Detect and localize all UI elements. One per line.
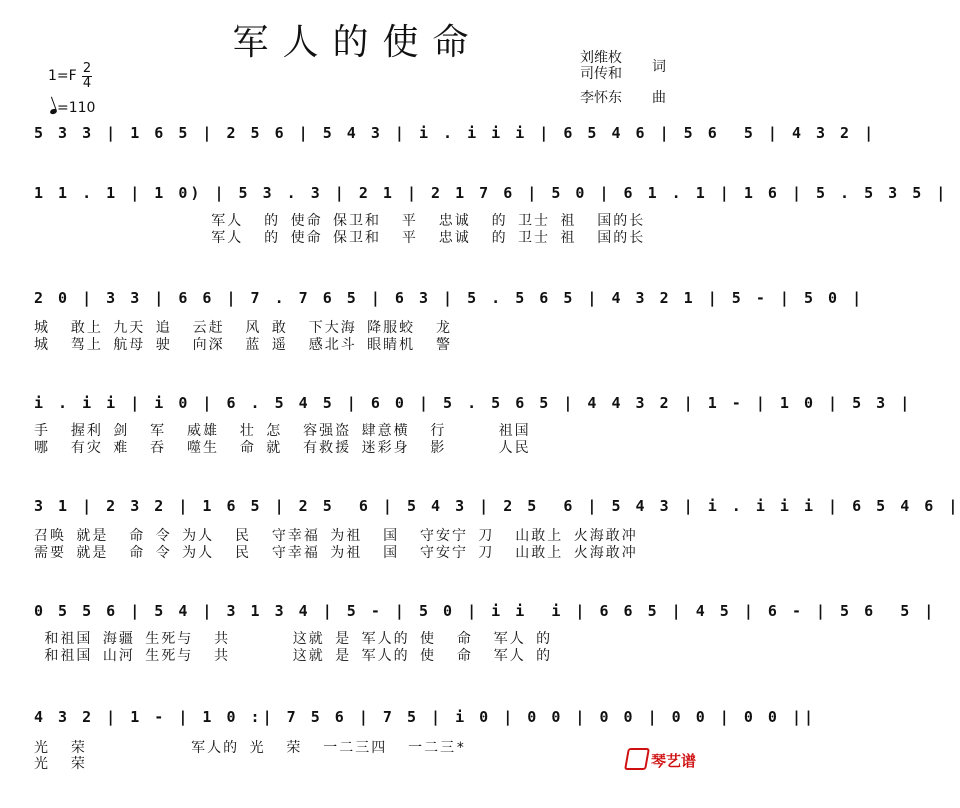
lyrics-verse-1: 光 荣 军人的 光 荣 一二三四 一二三* xyxy=(34,740,467,756)
lyrics-verse-1: 和祖国 海疆 生死与 共 这就 是 军人的 使 命 军人 的 xyxy=(34,631,553,647)
notation-line: 3 1 | 2 3 2 | 1 6 5 | 2 5 6 | 5 4 3 | 2 5 6 | 5 4 3 | i . i i i | 6 5 4 6 | xyxy=(34,497,960,515)
time-signature-bottom: 4 xyxy=(82,76,92,91)
notation-line: 2 0 | 3 3 | 6 6 | 7 . 7 6 5 | 6 3 | 5 . 5 6 5 | 4 3 2 1 | 5 - | 5 0 | xyxy=(34,289,865,307)
score-system-4 xyxy=(34,394,913,494)
lyrics-verse-2: 城 驾上 航母 驶 向深 蓝 遥 感北斗 眼睛机 警 xyxy=(34,337,453,353)
score-system-6 xyxy=(34,602,937,702)
lyrics-verse-2: 哪 有灾 难 吞 噬生 命 就 有救援 迷彩身 影 人民 xyxy=(34,440,531,456)
notation-line: 1 1 . 1 | 1 0) | 5 3 . 3 | 2 1 | 2 1 7 6 | 5 0 | 6 1 . 1 | 1 6 | 5 . 5 3 5 | xyxy=(34,184,949,202)
tempo-value: =110 xyxy=(57,100,96,116)
time-signature xyxy=(82,62,92,91)
lyrics-verse-2: 需要 就是 命 令 为人 民 守幸福 为祖 国 守安宁 刀 山敢上 火海敢冲 xyxy=(34,545,638,561)
lyrics-verse-1: 城 敢上 九天 追 云赶 风 敢 下大海 降服蛟 龙 xyxy=(34,320,453,336)
logo-icon xyxy=(624,748,650,770)
lyricist-1: 刘维枚 xyxy=(580,50,622,66)
time-signature-top: 2 xyxy=(82,61,92,76)
page-title: 军人的使命 xyxy=(232,22,483,63)
watermark-logo xyxy=(626,748,696,771)
score-system-5 xyxy=(34,497,960,597)
score-system-3 xyxy=(34,289,865,389)
lyricist-2: 司传和 xyxy=(580,66,622,82)
watermark-text: 琴艺谱 xyxy=(651,752,697,770)
lyricist-role: 词 xyxy=(652,59,666,75)
notation-line: 0 5 5 6 | 5 4 | 3 1 3 4 | 5 - | 5 0 | i i i | 6 6 5 | 4 5 | 6 - | 5 6 5 | xyxy=(34,602,937,620)
lyrics-verse-2: 和祖国 山河 生死与 共 这就 是 军人的 使 命 军人 的 xyxy=(34,648,553,664)
notation-line: 4 3 2 | 1 - | 1 0 :| 7 5 6 | 7 5 | i 0 | 0 0 | 0 0 | 0 0 | 0 0 || xyxy=(34,708,816,726)
lyrics-verse-1: 召唤 就是 命 令 为人 民 守幸福 为祖 国 守安宁 刀 山敢上 火海敢冲 xyxy=(34,528,638,544)
key-signature: 1=F xyxy=(48,68,77,84)
notation-line: i . i i | i 0 | 6 . 5 4 5 | 6 0 | 5 . 5 6 5 | 4 4 3 2 | 1 - | 1 0 | 5 3 | xyxy=(34,394,913,412)
lyrics-verse-2: 光 荣 xyxy=(34,756,87,772)
lyrics-verse-1: 手 握利 剑 军 威雄 壮 怎 容强盗 肆意横 行 祖国 xyxy=(34,423,531,439)
credits xyxy=(580,50,690,110)
tempo-marking xyxy=(50,100,95,116)
score-system-2 xyxy=(34,184,949,284)
score-system-7 xyxy=(34,708,816,808)
composer: 李怀东 xyxy=(580,90,622,106)
composer-role: 曲 xyxy=(652,90,666,106)
notation-line: 5 3 3 | 1 6 5 | 2 5 6 | 5 4 3 | i . i i i | 6 5 4 6 | 5 6 5 | 4 3 2 | xyxy=(34,124,877,142)
lyrics-verse-2: 军人 的 使命 保卫和 平 忠诚 的 卫士 祖 国的长 xyxy=(34,230,646,246)
lyrics-verse-1: 军人 的 使命 保卫和 平 忠诚 的 卫士 祖 国的长 xyxy=(34,213,646,229)
